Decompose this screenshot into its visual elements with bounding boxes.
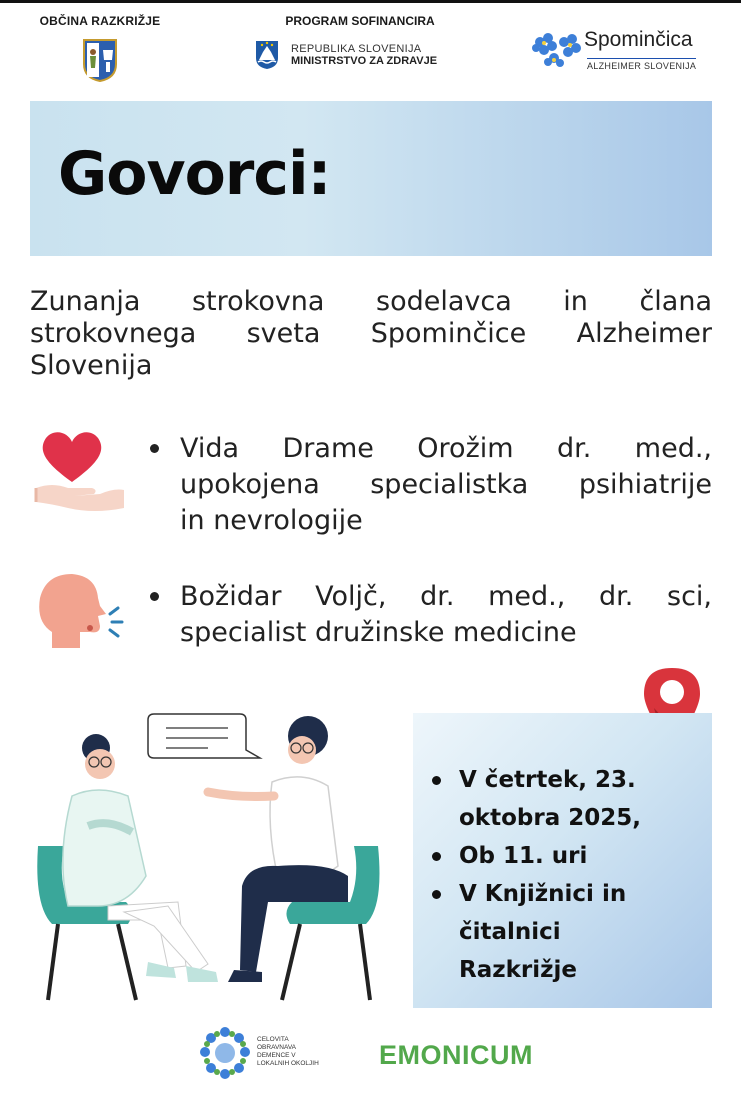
municipality-crest-icon: [82, 38, 118, 82]
event-location-line: čitalnici: [459, 919, 561, 945]
municipality-block: [30, 14, 170, 86]
intro-line: Zunanja strokovna sodelavca in člana: [30, 286, 712, 317]
project-wreath-icon: [195, 1024, 255, 1084]
forget-me-not-icon: [530, 30, 586, 70]
speaker-line: in nevrologije: [180, 505, 363, 536]
event-date: [459, 761, 699, 837]
speaker-text: [180, 431, 712, 539]
ministry-line-1: REPUBLIKA SLOVENIJA: [291, 43, 422, 55]
event-date-line: oktobra 2025,: [459, 805, 641, 831]
title-band: [30, 101, 712, 256]
speaker-text: [180, 579, 712, 651]
bullet-dot: [432, 890, 441, 899]
project-text-line: LOKALNIH OKOLJIH: [257, 1060, 319, 1067]
bullet-dot: [150, 592, 159, 601]
event-location: [459, 875, 699, 989]
bullet-dot: [150, 444, 159, 453]
consultation-illustration: [28, 706, 398, 1006]
heart-hand-icon: [34, 428, 126, 514]
event-date-line: V četrtek, 23.: [459, 767, 636, 793]
event-time: [459, 837, 699, 875]
speaker-line: Božidar Voljč, dr. med., dr. sci,: [180, 581, 712, 612]
org-subtitle: ALZHEIMER SLOVENIJA: [587, 58, 696, 71]
project-text-line: DEMENCE V: [257, 1052, 296, 1059]
spomincica-logo: [530, 26, 715, 76]
intro-line: Slovenija: [30, 350, 153, 381]
event-details-list: [459, 761, 699, 989]
slovenia-coat-of-arms-icon: [255, 40, 279, 70]
bullet-dot: [432, 776, 441, 785]
speaker-line: Vida Drame Orožim dr. med.,: [180, 433, 712, 464]
project-text-line: CELOVITA: [257, 1036, 289, 1043]
municipality-label: OBČINA RAZKRIŽJE: [39, 14, 161, 28]
project-logo: [195, 1024, 355, 1084]
event-location-line: V Knjižnici in: [459, 881, 627, 907]
ministry-logo: [255, 40, 485, 70]
speaker-line: specialist družinske medicine: [180, 617, 577, 648]
event-time-line: Ob 11. uri: [459, 843, 588, 869]
event-info-box: [413, 713, 712, 1008]
speaking-head-icon: [34, 570, 126, 650]
program-block: [255, 14, 485, 70]
speaker-line: upokojena specialistka psihiatrije: [180, 469, 712, 500]
speech-bubble-icon: [148, 714, 260, 758]
page-title: Govorci:: [58, 139, 331, 209]
intro-paragraph: [30, 286, 712, 382]
ministry-line-2: MINISTRSTVO ZA ZDRAVJE: [291, 55, 438, 67]
program-label: PROGRAM SOFINANCIRA: [285, 14, 435, 28]
sponsor-logo-text: EMONICUM: [379, 1040, 533, 1070]
org-name: Spominčica: [584, 28, 693, 51]
project-text-line: OBRAVNAVA: [257, 1044, 297, 1051]
event-location-line: Razkrižje: [459, 957, 578, 983]
intro-line: strokovnega sveta Spominčice Alzheimer: [30, 318, 712, 349]
bullet-dot: [432, 852, 441, 861]
project-text: [257, 1036, 347, 1068]
header: [0, 0, 741, 95]
